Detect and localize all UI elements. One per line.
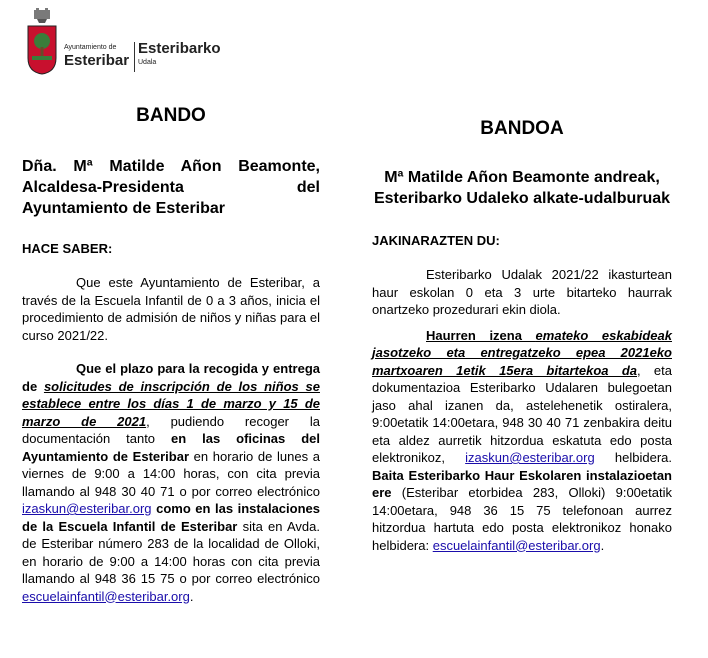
municipality-logo [24,8,234,78]
text-span: (Esteribar etorbidea 283, Olloki) 9:00etatik 14:00etara, 948 36 15 75 telefonoan aurrez hitzordua hartuta edo posta elektronikoz honako helbidera: [372,485,672,553]
text-span: helbidera. [594,450,672,465]
paragraph-2 [22,360,320,605]
logo-title: Esteribar [64,52,130,69]
text-span: . [189,588,194,604]
text-span: emateko eskabideak jasotzeko eta entregatzeko epea 2021eko martxoaren 1etik 15era bitartekoa da [372,327,672,378]
document-title: BANDOA [480,118,564,139]
paragraph-1: Esteribarko Udalak 2021/22 ikasturtean haur eskolan 0 eta 3 urte bitarteko haurrak onartzeko prozedurari ekin diola. [372,267,672,317]
logo-subtitle: Ayuntamiento de [64,44,117,51]
spanish-column [22,105,320,605]
email-link[interactable]: escuelainfantil@esteribar.org [22,588,190,604]
text-span: en las oficinas del Ayuntamiento de Esteribar [22,431,320,464]
document-title: BANDO [136,105,206,126]
text-span: en horario de lunes a viernes de 9:00 a 14:00 horas, con cita previa llamando al 948 30 40 71 o por correo electrónico [22,448,320,499]
section-heading: HACE SABER: [22,241,113,256]
email-link[interactable]: izaskun@esteribar.org [22,501,152,516]
logo-subtitle-basque: Udala [138,59,157,66]
logo-divider [134,42,135,72]
text-span: sita en Avda. de Esteribar número 283 de la localidad de Olloki, en horario de 9:00 a 14:00 horas con cita previa llamando al 948 36 15 75 o por correo electrónico [22,518,320,586]
email-link[interactable]: escuelainfantil@esteribar.org [432,537,601,553]
basque-column [372,118,672,554]
official-name: Mª Matilde Añon Beamonte andreak, Esteribarko Udaleko alkate-udalburuak [373,169,671,207]
logo-title-basque: Esteribarko [138,40,221,57]
text-span: Haurren izena [426,327,536,343]
text-span: Baita Esteribarko Haur Eskolaren instalazioetan ere [372,467,672,500]
coat-of-arms-icon [24,8,60,76]
text-span: solicitudes de inscripción de los niños se establece entre los días 1 de marzo y 15 de marzo de 2021 [22,378,320,429]
section-heading: JAKINARAZTEN DU: [372,233,500,248]
text-span: , eta dokumentazioa Esteribarko Udalaren bulegoetan jaso ahal izanen da, astelehenetik ostiralera, 9:00etatik 14:00etara, 948 30 40 71 zenbakira deitu eta aldez aurretik hitzordua eskatuta edo posta elektronikoz, [372,362,673,465]
text-span: como en las instalaciones de la Escuela Infantil de Esteribar [22,501,320,534]
paragraph-1: Que este Ayuntamiento de Esteribar, a través de la Escuela Infantil de 0 a 3 años, inicia el procedimiento de admisión de niños y niñas para el curso 2021/22. [22,275,320,343]
text-span: , pudiendo recoger la documentación tanto [22,413,320,446]
official-name: Dña. Mª Matilde Añon Beamonte, Alcaldesa-Presidenta del Ayuntamiento de Esteribar [22,158,320,217]
text-span: . [600,537,605,553]
paragraph-2 [372,327,672,555]
email-link[interactable]: izaskun@esteribar.org [465,450,595,465]
text-span: Que el plazo para la recogida y entrega de [22,361,320,394]
